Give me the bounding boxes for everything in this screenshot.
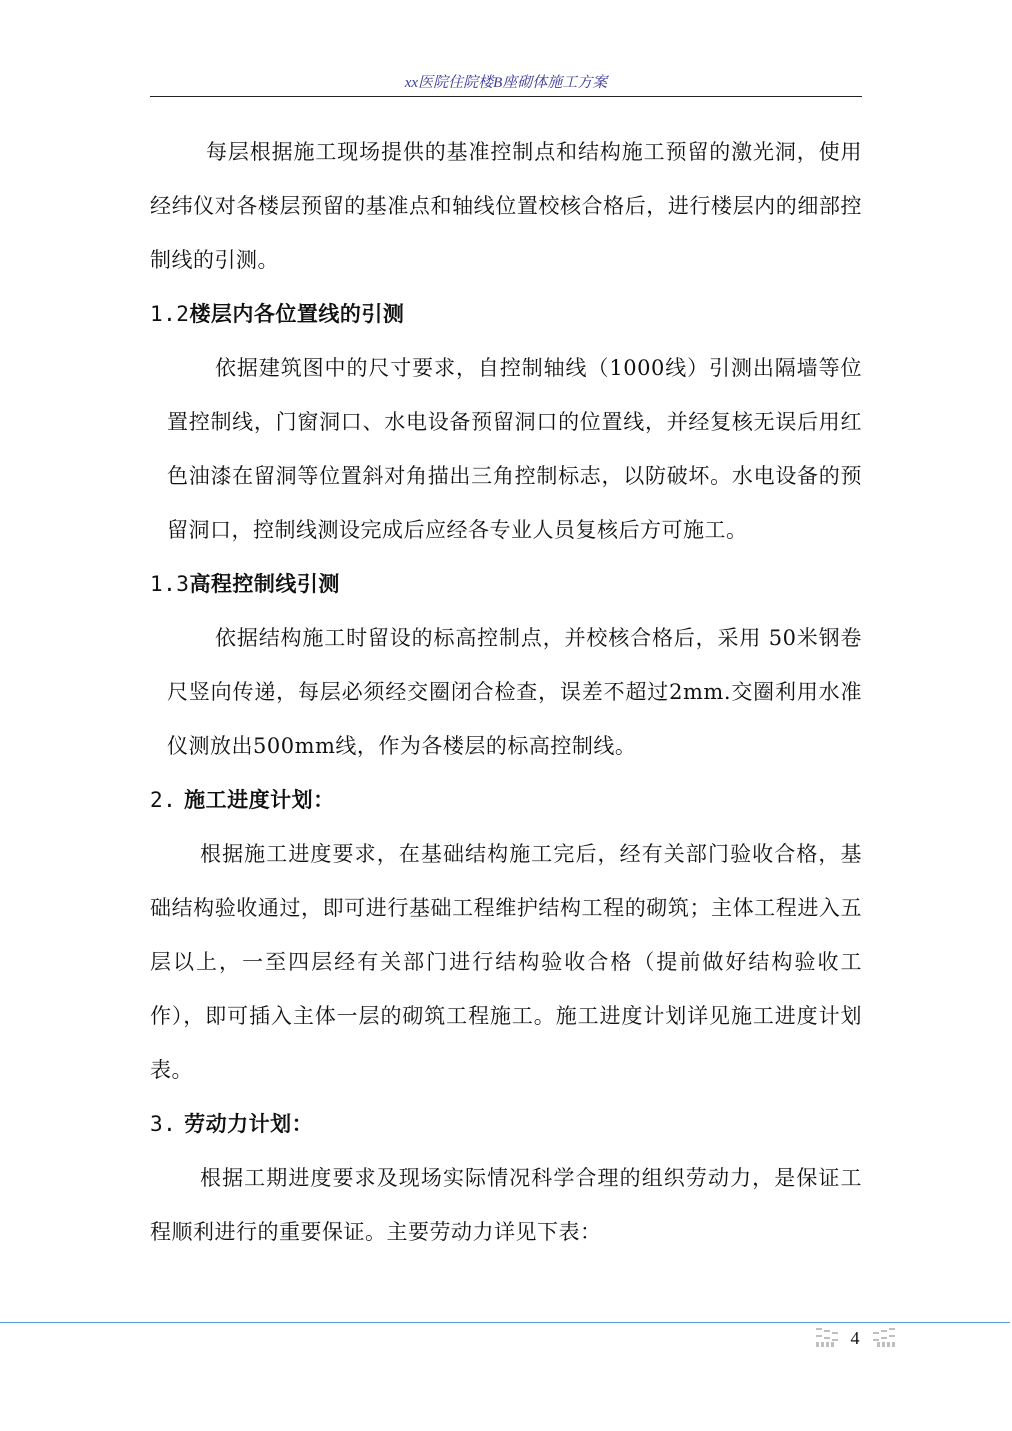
document-title: xx医院住院楼B座砌体施工方案	[404, 75, 608, 91]
section-heading-1-2	[150, 287, 862, 341]
section-heading-1-3	[150, 557, 862, 611]
paragraph-elevation-lines: 依据结构施工时留设的标高控制点，并校核合格后，采用 50米钢卷尺竖向传递，每层必须经交圈闭合检查，误差不超过2mm.交圈利用水准仪测放出500mm线，作为各楼层的标高控制线。	[167, 626, 862, 758]
section-title: 楼层内各位置线的引测	[189, 302, 405, 326]
paragraph-survey-control: 每层根据施工现场提供的基准控制点和结构施工预留的激光洞，使用经纬仪对各楼层预留的基准点和轴线位置校核合格后，进行楼层内的细部控制线的引测。	[150, 140, 862, 272]
page-ornament-left-icon	[815, 1326, 841, 1348]
section-number: 2.	[150, 788, 177, 812]
document-body	[150, 125, 862, 1259]
page-header	[150, 72, 862, 97]
section-heading-2	[150, 773, 862, 827]
section-number: 3.	[150, 1112, 177, 1136]
page-ornament-right-icon	[870, 1326, 896, 1348]
section-title: 劳动力计划：	[184, 1112, 314, 1136]
section-title: 施工进度计划：	[184, 788, 335, 812]
section-heading-3	[150, 1097, 862, 1151]
section-title: 高程控制线引测	[189, 572, 340, 596]
section-number: 1.2	[150, 302, 190, 326]
paragraph-labor-plan: 根据工期进度要求及现场实际情况科学合理的组织劳动力，是保证工程顺利进行的重要保证。主要劳动力详见下表：	[150, 1166, 862, 1244]
section-number: 1.3	[150, 572, 190, 596]
paragraph-schedule: 根据施工进度要求，在基础结构施工完后，经有关部门验收合格，基础结构验收通过，即可进行基础工程维护结构工程的砌筑；主体工程进入五层以上，一至四层经有关部门进行结构验收合格（提前做好结构验收工作），即可插入主体一层的砌筑工程施工。施工进度计划详见施工进度计划表。	[150, 842, 862, 1082]
page-number: 4	[850, 1328, 860, 1348]
paragraph-position-lines: 依据建筑图中的尺寸要求，自控制轴线（1000线）引测出隔墙等位置控制线，门窗洞口、水电设备预留洞口的位置线，并经复核无误后用红色油漆在留洞等位置斜对角描出三角控制标志，以防破坏。水电设备的预留洞口，控制线测设完成后应经各专业人员复核后方可施工。	[167, 356, 862, 542]
